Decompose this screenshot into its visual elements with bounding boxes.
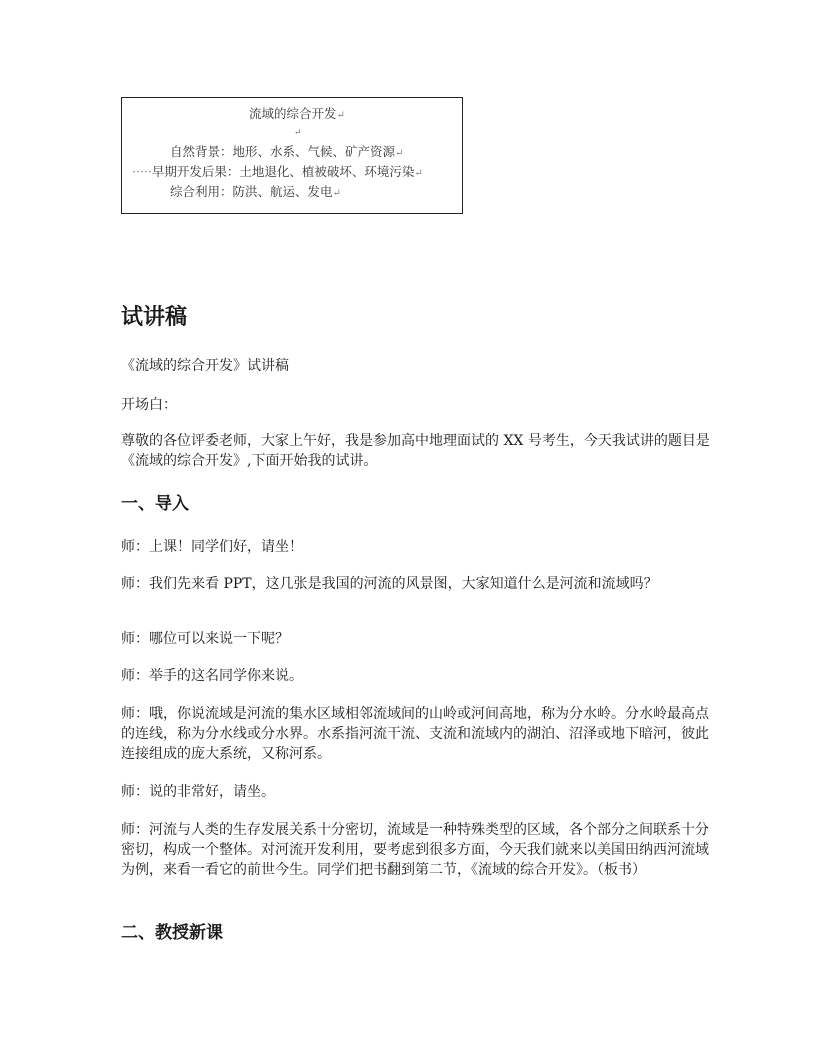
dialogue-line: 师：举手的这名同学你来说。 bbox=[121, 668, 303, 684]
dialogue-line: 师：哪位可以来说一下呢？ bbox=[121, 631, 289, 647]
lecture-subtitle: 《流域的综合开发》试讲稿 bbox=[121, 358, 289, 374]
document-heading: 试讲稿 bbox=[121, 304, 188, 330]
dialogue-line: 师：河流与人类的生存发展关系十分密切，流域是一种特殊类型的区域，各个部分之间联系十分密切，构成一个整体。对河流开发利用，要考虑到很多方面，今天我们就来以美国田纳西河流域为例，来看一看它的前世今生。同学们把书翻到第二节，《流域的综合开发》。（板书） bbox=[121, 822, 709, 878]
opening-paragraph: 尊敬的各位评委老师，大家上午好，我是参加高中地理面试的 XX 号考生，今天我试讲的题目是《流域的综合开发》,下面开始我的试讲。 bbox=[121, 433, 710, 469]
board-title: 流域的综合开发↵ bbox=[249, 106, 345, 121]
board-line-natural-background: 自然背景：地形、水系、气候、矿产资源↵ bbox=[170, 144, 404, 159]
board-line-comprehensive-use: 综合利用：防洪、航运、发电↵ bbox=[170, 184, 341, 199]
dialogue-line: 师：哦，你说流域是河流的集水区域相邻流域间的山岭或河间高地，称为分水岭。分水岭最高点的连线，称为分水线或分水界。水系指河流干流、支流和流域内的湖泊、沼泽或地下暗河，彼此连接组成的庞大系统，又称河系。 bbox=[121, 706, 709, 762]
board-line-early-development: ·····早期开发后果：土地退化、植被破坏、环境污染↵ bbox=[132, 164, 423, 179]
board-blank-line: ↵ bbox=[294, 128, 302, 138]
blackboard-outline-box bbox=[121, 97, 463, 214]
section-title-new-lesson: 二、教授新课 bbox=[121, 923, 223, 943]
dialogue-line: 师：说的非常好，请坐。 bbox=[121, 784, 275, 800]
section-title-introduction: 一、导入 bbox=[121, 494, 189, 514]
dialogue-line: 师：上课！同学们好，请坐！ bbox=[121, 539, 303, 555]
dialogue-line: 师：我们先来看 PPT，这几张是我国的河流的风景图，大家知道什么是河流和流域吗？ bbox=[121, 576, 658, 592]
opening-label: 开场白： bbox=[121, 397, 177, 413]
